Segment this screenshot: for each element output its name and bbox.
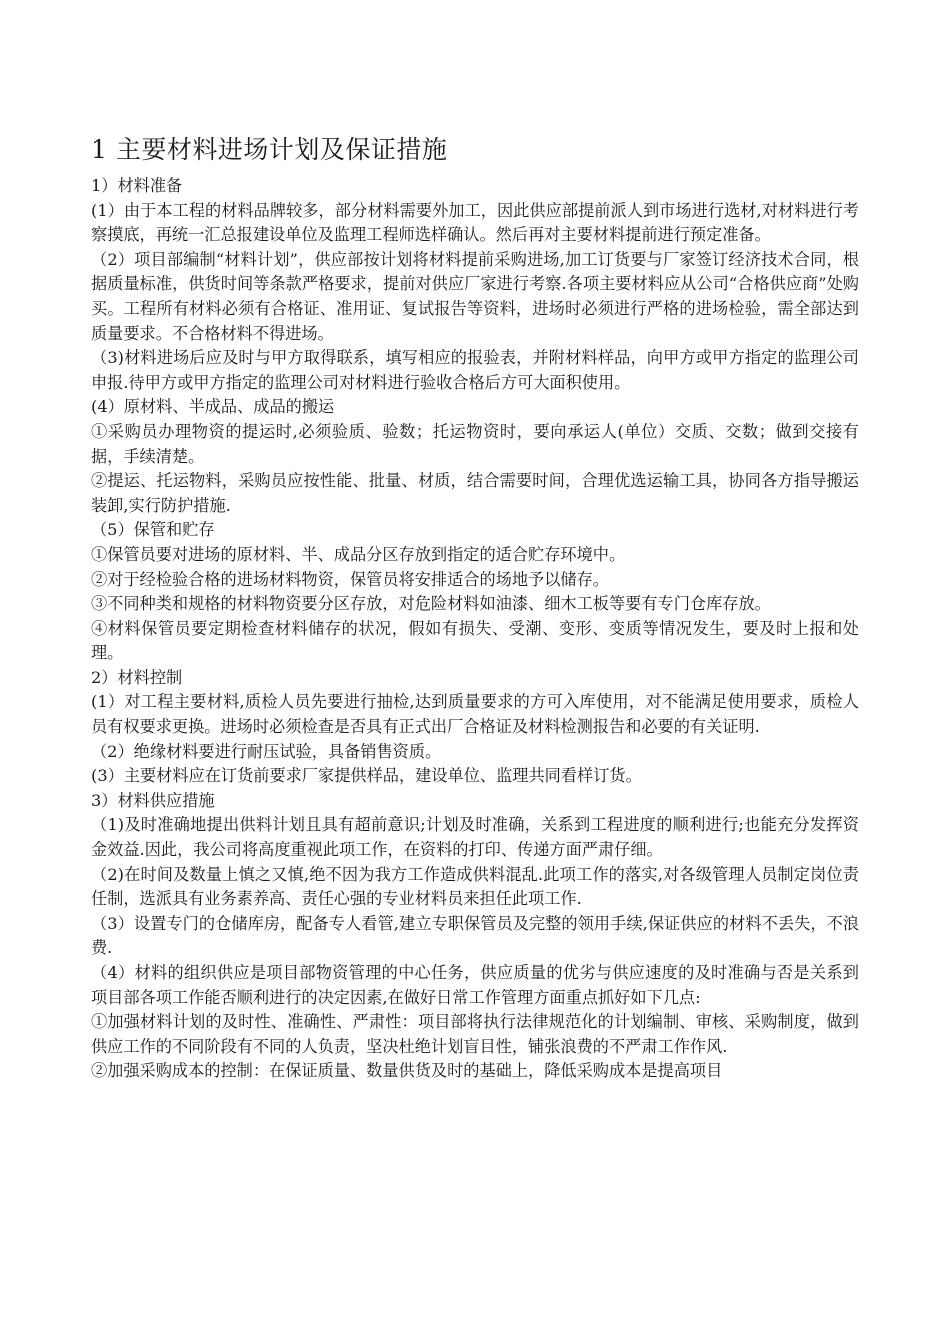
paragraph: （3）设置专门的仓储库房，配备专人看管,建立专职保管员及完整的领用手续,保证供应的材料不丢失，不浪费. <box>91 913 859 958</box>
list-item: ①加强材料计划的及时性、准确性、严肃性：项目部将执行法律规范化的计划编制、审核、采购制度，做到供应工作的不同阶段有不同的人负责，坚决杜绝计划盲目性，铺张浪费的不严肃工作作风. <box>91 1012 859 1056</box>
list-item: ②对于经检验合格的进场材料物资，保管员将安排适合的场地予以储存。 <box>91 569 609 589</box>
list-item: ④材料保管员要定期检查材料储存的状况，假如有损失、受潮、变形、变质等情况发生，要及时上报和处理。 <box>91 618 859 663</box>
heading-material-control: 2）材料控制 <box>91 667 183 687</box>
list-item: ②提运、托运物料，采购员应按性能、批量、材质，结合需要时间，合理优选运输工具，协同各方指导搬运装卸,实行防护措施. <box>91 471 859 515</box>
paragraph: （3)材料进场后应及时与甲方取得联系，填写相应的报验表，并附材料样品，向甲方或甲方指定的监理公司申报.待甲方或甲方指定的监理公司对材料进行验收合格后方可大面积使用。 <box>91 348 859 392</box>
paragraph: (1）对工程主要材料,质检人员先要进行抽检,达到质量要求的方可入库使用，对不能满足使用要求，质检人员有权要求更换。进场时必须检查是否具有正式出厂合格证及材料检测报告和必要的有关证明. <box>91 692 859 737</box>
paragraph: (3）主要材料应在订货前要求厂家提供样品，建设单位、监理共同看样订货。 <box>91 766 642 786</box>
list-item: ①保管员要对进场的原材料、半、成品分区存放到指定的适合贮存环境中。 <box>91 544 626 564</box>
heading-supply-measures: 3）材料供应措施 <box>91 790 215 810</box>
paragraph: （2）绝缘材料要进行耐压试验，具备销售资质。 <box>91 741 442 761</box>
subheading-storage: （5）保管和贮存 <box>91 520 215 540</box>
subheading-transport: (4）原材料、半成品、成品的搬运 <box>91 397 335 417</box>
paragraph: （2)在时间及数量上慎之又慎,绝不因为我方工作造成供料混乱.此项工作的落实,对各级管理人员制定岗位责任制，选派具有业务素养高、责任心强的专业材料员来担任此项工作. <box>91 864 859 909</box>
heading-material-preparation: 1）材料准备 <box>91 176 183 195</box>
list-item: ②加强采购成本的控制：在保证质量、数量供货及时的基础上，降低采购成本是提高项目 <box>91 1061 723 1081</box>
paragraph: （4）材料的组织供应是项目部物资管理的中心任务，供应质量的优劣与供应速度的及时准确与否是关系到项目部各项工作能否顺利进行的决定因素,在做好日常工作管理方面重点抓好如下几点: <box>91 963 859 1007</box>
document-body <box>91 130 859 1084</box>
paragraph: (1）由于本工程的材料品牌较多，部分材料需要外加工，因此供应部提前派人到市场进行选材,对材料进行考察摸底，再统一汇总报建设单位及监理工程师选样确认。然后再对主要材料提前进行预定准备。 <box>91 200 859 245</box>
paragraph: （2）项目部编制“材料计划”，供应部按计划将材料提前采购进场,加工订货要与厂家签订经济技术合同，根据质量标准，供货时间等条款严格要求，提前对供应厂家进行考察.各项主要材料应从公司“合格供应商”处购买。工程所有材料必须有合格证、准用证、复试报告等资料，进场时必须进行严格的进场检验，需全部达到质量要求。不合格材料不得进场。 <box>91 249 859 343</box>
list-item: ①采购员办理物资的提运时,必须验质、验数；托运物资时，要向承运人(单位）交质、交数；做到交接有据，手续清楚。 <box>91 421 859 466</box>
paragraph: （1)及时准确地提出供料计划且具有超前意识;计划及时准确，关系到工程进度的顺利进行;也能充分发挥资金效益.因此，我公司将高度重视此项工作，在资料的打印、传递方面严肃仔细。 <box>91 815 859 860</box>
list-item: ③不同种类和规格的材料物资要分区存放，对危险材料如油漆、细木工板等要有专门仓库存放。 <box>91 594 771 614</box>
section-title: 1 主要材料进场计划及保证措施 <box>91 135 448 164</box>
